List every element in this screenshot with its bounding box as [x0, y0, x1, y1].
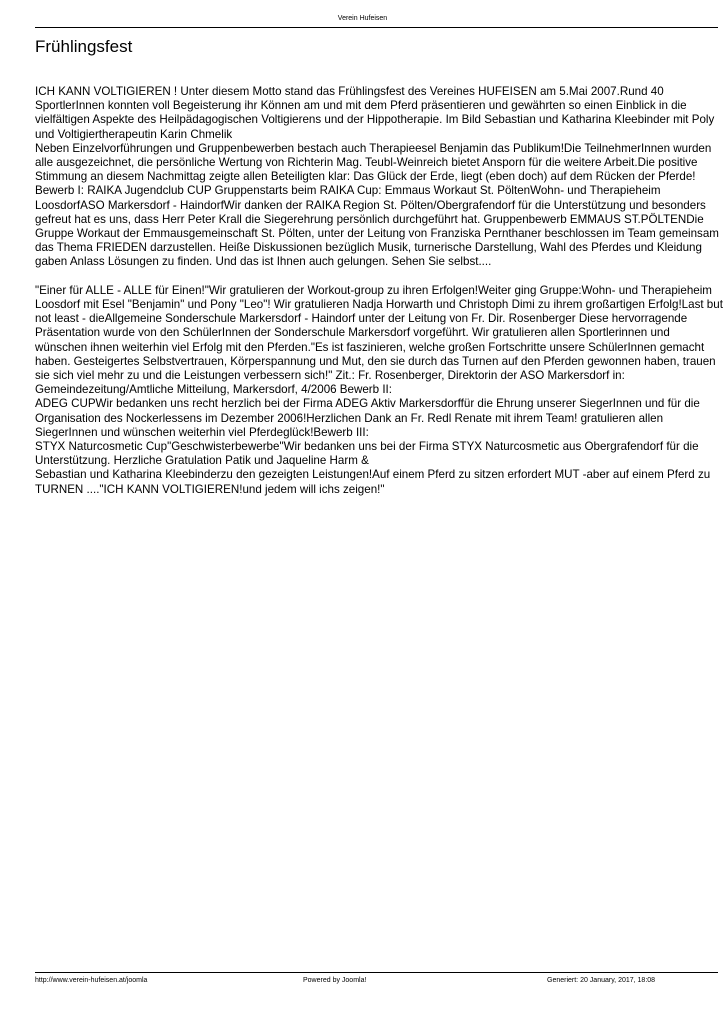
- footer-divider: [35, 972, 718, 973]
- page-title: Frühlingsfest: [35, 37, 133, 56]
- footer-generated-date: Generiert: 20 January, 2017, 18:08: [547, 977, 656, 984]
- header-divider: [35, 27, 718, 28]
- article-body: ICH KANN VOLTIGIEREN ! Unter diesem Motto stand das Frühlingsfest des Vereines HUFEISEN am 5.Mai 2007.Rund 40 SportlerInnen konnten voll Begeisterung ihr Können am und mit dem Pferd präsentieren und gewährten so einen Einblick in die vielfältigen Aspekte des Heilpädagogischen Voltigierens und der Hippotherapie. Im Bild Sebastian und Katharina Kleebinder mit Poly und Voltigiertherapeutin Karin Chmelik Neben Einzelvorführungen und Gruppenbewerben bestach auch Therapieesel Benjamin das Publikum!Die TeilnehmerInnen wurden alle ausgezeichnet, die persönliche Wertung von Richterin Mag. Teubl-Weinreich bietet Ansporn für die weitere Arbeit.Die positive Stimmung an diesem Nachmittag zeigte allen Beteiligten klar: Das Glück der Erde, liegt (eben doch) auf dem Rücken der Pferde! Bewerb I: RAIKA Jugendclub CUP Gruppenstarts beim RAIKA Cup: Emmaus Workaut St. PöltenWohn- und Therapieheim LoosdorfASO Markersdorf - HaindorfWir danken der RAIKA Region St. Pölten/Obergrafendorf für die Unterstützung und besonders gefreut hat es uns, dass Herr Peter Krall die Siegerehrung persönlich durchgeführt hat. Gruppenbewerb EMMAUS ST.PÖLTENDie Gruppe Workaut der Emmausgemeinschaft St. Pölten, unter der Leitung von Franziska Pernthaner beschlossen im Team gemeinsam das Thema FRIEDEN darzustellen. Heiße Diskussionen bezüglich Musik, turnerische Darstellung, Wahl des Pferdes und Kleidung gaben Anlass Lösungen zu finden. Und das ist Ihnen auch gelungen. Sehen Sie selbst.... "Einer für ALLE - ALLE für Einen!"Wir gratulieren der Workout-group zu ihren Erfolgen!Weiter ging Gruppe:Wohn- und Therapieheim Loosdorf mit Esel "Benjamin" und Pony "Leo"! Wir gratulieren Nadja Horwarth und Christoph Dimi zu ihrem großartigen Erfolg!Last but not least - dieAllgemeine Sonderschule Markersdorf - Haindorf unter der Leitung von Fr. Dir. Rosenberger Diese hervorragende Präsentation wurde von den SchülerInnen der Sonderschule Markersdorf vorgeführt. Wir gratulieren allen Sportlerinnen und wünschen ihnen weiterhin viel Erfolg mit den Pferden."Es ist faszinieren, welche großen Fortschritte unsere SchülerInnen gemacht haben. Gesteigertes Selbstvertrauen, Körperspannung und Mut, den sie durch das Turnen auf den Pferden gewonnen haben, trauen sie sich viel mehr zu und die Leistungen verbessern sich!" Zit.: Fr. Rosenberger, Direktorin der ASO Markersdorf in: Gemeindezeitung/Amtliche Mitteilung, Markersdorf, 4/2006 Bewerb II: ADEG CUPWir bedanken uns recht herzlich bei der Firma ADEG Aktiv Markersdorffür die Ehrung unserer SiegerInnen und für die Organisation des Nockerlessens im Dezember 2006!Herzlichen Dank an Fr. Redl Renate mit ihrem Team! gratulieren allen SiegerInnen und wünschen weiterhin viel Pferdeglück!Bewerb III: STYX Naturcosmetic Cup"Geschwisterbewerbe"Wir bedanken uns bei der Firma STYX Naturcosmetic aus Obergrafendorf für die Unterstützung. Herzliche Gratulation Patik und Jaqueline Harm & Sebastian und Katharina Kleebinderzu den gezeigten Leistungen!Auf einem Pferd zu sitzen erfordert MUT -aber auf einem Pferd zu TURNEN ...."ICH KANN VOLTIGIEREN!und jedem will ichs zeigen!": [35, 85, 723, 496]
- page-header-site-name: Verein Hufeisen: [337, 15, 388, 22]
- footer-powered-by: Powered by Joomla!: [303, 977, 367, 984]
- footer-url: http://www.verein-hufeisen.at/joomla: [35, 977, 148, 984]
